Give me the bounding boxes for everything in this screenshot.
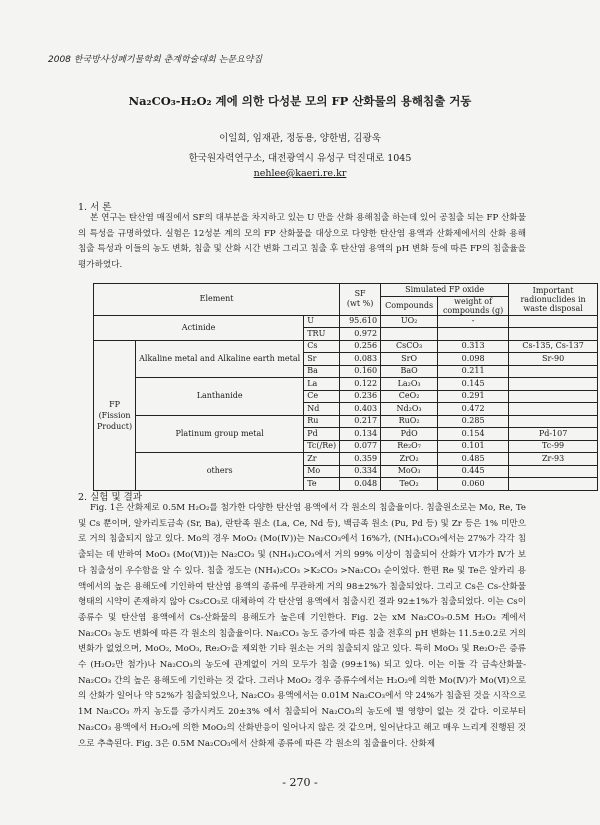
header-compounds: Compounds — [381, 296, 438, 315]
compound-formula: ZrO₂ — [381, 453, 438, 466]
table-row — [94, 315, 598, 328]
affiliation: 한국원자력연구소, 대전광역시 유성구 덕진대로 1045 — [188, 153, 412, 164]
important-radionuclide — [509, 365, 598, 378]
compound-weight: 0.098 — [438, 353, 509, 366]
compound-formula: TeO₂ — [381, 478, 438, 491]
important-radionuclide — [509, 315, 598, 328]
element-symbol: Ba — [304, 365, 340, 378]
element-symbol: Ce — [304, 390, 340, 403]
important-radionuclide: Zr-93 — [509, 453, 598, 466]
sf-wt-percent: 95.610 — [340, 315, 381, 328]
compound-weight: 0.445 — [438, 465, 509, 478]
compound-weight: 0.472 — [438, 403, 509, 416]
sf-wt-percent: 0.160 — [340, 365, 381, 378]
sf-wt-percent: 0.083 — [340, 353, 381, 366]
element-symbol: Zr — [304, 453, 340, 466]
element-symbol: Ru — [304, 415, 340, 428]
element-symbol: Mo — [304, 465, 340, 478]
header-sf-unit: (wt %) — [346, 299, 374, 309]
element-symbol: Sr — [304, 353, 340, 366]
compound-weight: 0.291 — [438, 390, 509, 403]
important-radionuclide — [509, 328, 598, 341]
compound-weight: 0.285 — [438, 415, 509, 428]
compound-formula — [381, 328, 438, 341]
element-symbol: La — [304, 378, 340, 391]
sf-wt-percent: 0.122 — [340, 378, 381, 391]
authors: 이일희, 임재관, 정동용, 양한범, 김광욱 — [219, 133, 381, 144]
sf-wt-percent: 0.334 — [340, 465, 381, 478]
compound-weight: - — [438, 315, 509, 328]
compound-weight: 0.211 — [438, 365, 509, 378]
important-radionuclide — [509, 378, 598, 391]
compound-formula: UO₂ — [381, 315, 438, 328]
compound-weight: 0.101 — [438, 440, 509, 453]
compound-weight: 0.145 — [438, 378, 509, 391]
element-symbol: Te — [304, 478, 340, 491]
group-platinum: Platinum group metal — [136, 415, 304, 453]
table-row — [94, 378, 598, 391]
element-symbol: TRU — [304, 328, 340, 341]
section-2-body — [78, 501, 526, 752]
element-symbol: Cs — [304, 340, 340, 353]
group-lanthanide: Lanthanide — [136, 378, 304, 416]
header-sf-label: SF — [354, 289, 366, 299]
table-row — [94, 415, 598, 428]
sf-wt-percent: 0.972 — [340, 328, 381, 341]
element-symbol: Pd — [304, 428, 340, 441]
compound-weight: 0.154 — [438, 428, 509, 441]
email-link[interactable]: nehlee@kaeri.re.kr — [253, 168, 347, 179]
important-radionuclide: Cs-135, Cs-137 — [509, 340, 598, 353]
important-radionuclide — [509, 403, 598, 416]
compound-formula: CsCO₃ — [381, 340, 438, 353]
compound-formula: CeO₂ — [381, 390, 438, 403]
sf-wt-percent: 0.077 — [340, 440, 381, 453]
compound-formula: La₂O₃ — [381, 378, 438, 391]
sf-wt-percent: 0.256 — [340, 340, 381, 353]
table-body — [94, 315, 598, 490]
important-radionuclide: Tc-99 — [509, 440, 598, 453]
table-row — [94, 340, 598, 353]
compound-formula: PdO — [381, 428, 438, 441]
compound-formula: BaO — [381, 365, 438, 378]
compound-weight — [438, 328, 509, 341]
sf-wt-percent: 0.048 — [340, 478, 381, 491]
sf-wt-percent: 0.134 — [340, 428, 381, 441]
compound-formula: SrO — [381, 353, 438, 366]
sf-wt-percent: 0.403 — [340, 403, 381, 416]
category-fp: FP (Fission Product) — [94, 340, 136, 490]
category-actinide: Actinide — [94, 315, 304, 340]
important-radionuclide — [509, 390, 598, 403]
header-sf — [340, 284, 381, 316]
paper-title: Na₂CO₃-H₂O₂ 계에 의한 다성분 모의 FP 산화물의 용해침출 거동 — [128, 94, 472, 108]
compound-weight: 0.313 — [438, 340, 509, 353]
compound-formula: Nd₂O₃ — [381, 403, 438, 416]
header-element: Element — [94, 284, 340, 316]
element-symbol: Nd — [304, 403, 340, 416]
group-alkaline: Alkaline metal and Alkaline earth metal — [136, 340, 304, 378]
fp-oxide-table — [93, 283, 598, 491]
sf-wt-percent: 0.217 — [340, 415, 381, 428]
header-important: Important radionuclides in waste disposal — [509, 284, 598, 316]
group-others: others — [136, 453, 304, 491]
element-symbol: Tc(/Re) — [304, 440, 340, 453]
important-radionuclide — [509, 415, 598, 428]
compound-weight: 0.485 — [438, 453, 509, 466]
important-radionuclide — [509, 465, 598, 478]
important-radionuclide: Sr-90 — [509, 353, 598, 366]
compound-weight: 0.060 — [438, 478, 509, 491]
section-1-paragraph: 본 연구는 탄산염 매질에서 SF의 대부분을 차지하고 있는 U 만을 산화 용해침출 하는데 있어 공침출 되는 FP 산화물의 특성을 규명하였다. 실험은 12성분 계의 모의 FP 산화물을 대상으로 다양한 탄산염 용액과 산화제에서의 산화 용해침출 특성과 이들의 농도 변화, 침출 및 산화 시간 변화 그리고 침출 후 탄산염 용액의 pH 변화 등에 따른 FP의 침출율을 평가하였다. — [78, 213, 526, 271]
compound-formula: MoO₃ — [381, 465, 438, 478]
compound-formula: RuO₂ — [381, 415, 438, 428]
proceedings-header: 2008 한국방사성폐기물학회 춘계학술대회 논문요약집 — [48, 55, 263, 65]
header-simulated: Simulated FP oxide — [381, 284, 509, 297]
table-row — [94, 453, 598, 466]
section-1-heading: 1. 서 론 — [78, 202, 112, 213]
section-2-paragraph: Fig. 1은 산화제로 0.5M H₂O₂를 첨가한 다양한 탄산염 용액에서 각 원소의 침출율이다. 침출원소로는 Mo, Re, Te 및 Cs 뿐이며, 알카리토금속 (Sr, Ba), 란탄족 원소 (La, Ce, Nd 등), 백금족 원소 (Pu, Pd 등) 및 Zr 등은 1% 미만으로 거의 침출되지 않고 있다. Mo의 경우 MoO₂ (Mo(Ⅳ))는 Na₂CO₃에서 16%가, (NH₄)₂CO₃에서는 27%가 각각 침출되는 데 반하여 MoO₃ (Mo(Ⅵ))는 Na₂CO₃ 및 (NH₄)₂CO₃에서 거의 99% 이상이 침출되어 산화가 Ⅵ가가 Ⅳ가 보다 침출성이 우수함을 알 수 있다. 침출 정도는 (NH₄)₂CO₃ >K₂CO₃ >Na₂CO₃ 순이었다. 한편 Re 및 Te은 알카리 용액에서의 높은 용해도에 기인하여 탄산염 용액의 종류에 무관하게 거의 98±2%가 침출되었다. 그리고 Cs은 Cs-산화물 형태의 시약이 존재하지 않아 Cs₂CO₃로 대체하여 각 탄산염 용액에서 침출시킨 결과 92±1%가 침출되었다. 이는 Cs이 종류수 및 탄산염 용액에서 Cs-산화물의 용해도가 높은데 기인한다. Fig. 2는 xM Na₂CO₃-0.5M H₂O₂ 계에서 Na₂CO₃ 농도 변화에 따른 각 원소의 침출율이다. Na₂CO₃ 농도 증가에 따른 침출 전후의 pH 변화는 11.5±0.2로 거의 변화가 없었으며, MoO₂, MoO₃, Re₂O₇을 제외한 기타 원소는 거의 침출되지 않고 있다. 특히 MoO₃ 및 Re₂O₇은 증류수 (H₂O₂만 첨가)나 Na₂CO₃의 농도에 관계없이 거의 모두가 침출 (99±1%) 되고 있다. 이는 이들 각 금속산화물-Na₂CO₃ 간의 높은 용해도에 기인하는 것 같다. 그러나 MoO₂ 경우 증류수에서는 H₂O₂에 의한 Mo(Ⅳ)가 Mo(Ⅵ)으로의 산화가 일어나 약 52%가 침출되었으나, Na₂CO₃ 용액에서는 0.01M Na₂CO₃에서 약 24%가 침출된 것을 시작으로 1M Na₂CO₃ 까지 농도를 증가시켜도 20±3% 에서 침출되어 Na₂CO₃의 농도에 별 영향이 없는 것 같다. 이로부터 Na₂CO₃ 용액에서 H₂O₂에 의한 MoO₂의 산화반응이 일어나지 않은 것 같으며, 일어난다고 해고 매우 느리게 진행된 것으로 추측된다. Fig. 3은 0.5M Na₂CO₃에서 산화제 종류에 따른 각 원소의 침출율이다. 산화제 — [78, 503, 526, 749]
element-symbol: U — [304, 315, 340, 328]
header-weight: weight of compounds (g) — [438, 296, 509, 315]
page-number: - 270 - — [282, 776, 318, 789]
section-2-heading: 2. 실험 및 결과 — [78, 492, 143, 503]
compound-formula: Re₂O₇ — [381, 440, 438, 453]
important-radionuclide — [509, 478, 598, 491]
section-1-body — [78, 211, 526, 274]
sf-wt-percent: 0.236 — [340, 390, 381, 403]
sf-wt-percent: 0.359 — [340, 453, 381, 466]
important-radionuclide: Pd-107 — [509, 428, 598, 441]
